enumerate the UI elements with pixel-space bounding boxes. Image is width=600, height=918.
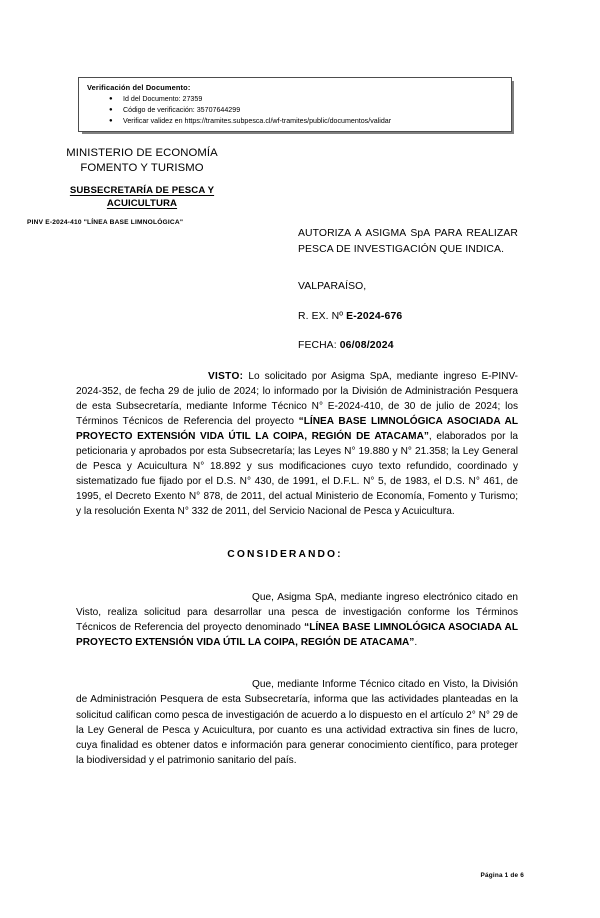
visto-paragraph xyxy=(76,369,518,519)
resolution-number xyxy=(298,311,518,322)
visto-project-name: “LÍNEA BASE LIMNOLÓGICA ASOCIADA AL PROYECTO EXTENSIÓN VIDA ÚTIL LA COIPA, REGIÓN DE ATACAMA” xyxy=(76,416,519,443)
verification-item-label: Verificar validez en https://tramites.subpesca.cl/wf-tramites/public/documentos/validar xyxy=(123,116,392,125)
visto-text-part-1: Lo solicitado por Asigma SpA, mediante ingreso E-PINV-2024-352, de fecha 29 de julio de 2024; lo informado por la División de Administración Pesquera de esta Subsecretaría, mediante Informe Técnico N° E-2024-410, de 30 de julio de 2024; los Términos Técnicos de Referencia del proyecto xyxy=(76,371,518,428)
document-body xyxy=(76,369,518,768)
considerando-item-1 xyxy=(76,590,518,650)
considerando-heading: CONSIDERANDO: xyxy=(227,549,343,561)
considerando-item-1-text-1: Que, Asigma SpA, mediante ingreso electrónico citado en Visto, realiza solicitud para desarrollar una pesca de investigación conforme los Términos Técnicos de Referencia del proyecto denominado xyxy=(76,592,518,634)
project-code-line: PINV E-2024-410 "LÍNEA BASE LIMNOLÓGICA" xyxy=(27,219,184,227)
verification-item-code xyxy=(87,105,505,116)
resolution-date xyxy=(298,340,518,351)
considerando-item-1-project-name: “LÍNEA BASE LIMNOLÓGICA ASOCIADA AL PROYECTO EXTENSIÓN VIDA ÚTIL LA COIPA, REGIÓN DE ATACAMA” xyxy=(76,622,519,649)
visto-text-part-2: , elaborados por la peticionaria y aprobados por esta Subsecretaría; las Leyes N° 19.880 y N° 21.358; la Ley General de Pesca y Acuicultura N° 18.892 y sus modificaciones cuyo texto refundido, coordinado y sistematizado fue fijado por el D.S. N° 430, de 1991, el D.F.L. N° 5, de 1983, el D.S. N° 461, de 1995, el Decreto Exento N° 878, de 2011, del actual Ministerio de Economía, Fomento y Turismo; y la resolución Exenta N° 332 de 2011, del Servicio Nacional de Pesca y Acuicultura. xyxy=(76,431,518,518)
considerando-item-2: Que, mediante Informe Técnico citado en Visto, la División de Administración Pesquera de esta Subsecretaría, informa que las actividades planteadas en la solicitud califican como pesca de investigación de acuerdo a lo dispuesto en el artículo 2° N° 29 de la Ley General de Pesca y Acuicultura, por cuanto es una actividad extractiva sin fines de lucro, cuya finalidad es obtener datos e información para generar conocimiento científico, para proteger la biodiversidad y el patrimonio sanitario del país. xyxy=(76,679,518,766)
institutional-header xyxy=(26,146,258,226)
verification-item-label: Id del Documento: 27359 xyxy=(123,94,203,103)
visto-lead-label: VISTO: xyxy=(208,371,244,382)
verification-box-frame xyxy=(78,77,512,132)
subsecretaria-heading xyxy=(26,184,258,211)
resolution-date-value: 06/08/2024 xyxy=(339,339,394,351)
verification-title: Verificación del Documento: xyxy=(87,83,191,92)
bullet-icon: ● xyxy=(109,95,113,102)
bullet-icon: ● xyxy=(109,106,113,113)
ministry-line-1: MINISTERIO DE ECONOMÍA xyxy=(66,147,218,159)
verification-item-document-id xyxy=(87,94,505,105)
resolution-date-label: FECHA: xyxy=(298,339,340,351)
resolution-city: VALPARAÍSO, xyxy=(298,280,367,292)
resolution-heading-block xyxy=(298,226,518,351)
page-footer: Página 1 de 6 xyxy=(480,872,524,879)
bullet-icon: ● xyxy=(109,117,113,124)
resolution-number-value: E-2024-676 xyxy=(346,310,403,322)
verification-item-validate-url xyxy=(87,116,505,127)
resolution-number-label: R. EX. Nº xyxy=(298,310,347,322)
verification-list xyxy=(87,94,505,126)
considerando-item-1-text-2: . xyxy=(414,637,418,649)
resolution-subject: AUTORIZA A ASIGMA SpA PARA REALIZAR PESCA DE INVESTIGACIÓN QUE INDICA. xyxy=(298,228,518,255)
subsecretaria-line-2: ACUICULTURA xyxy=(106,198,178,210)
ministry-line-2: FOMENTO Y TURISMO xyxy=(80,161,204,174)
verification-item-label: Código de verificación: 35707644299 xyxy=(123,105,241,114)
subsecretaria-line-1: SUBSECRETARÍA DE PESCA Y xyxy=(69,184,215,196)
document-verification-box xyxy=(78,77,512,132)
